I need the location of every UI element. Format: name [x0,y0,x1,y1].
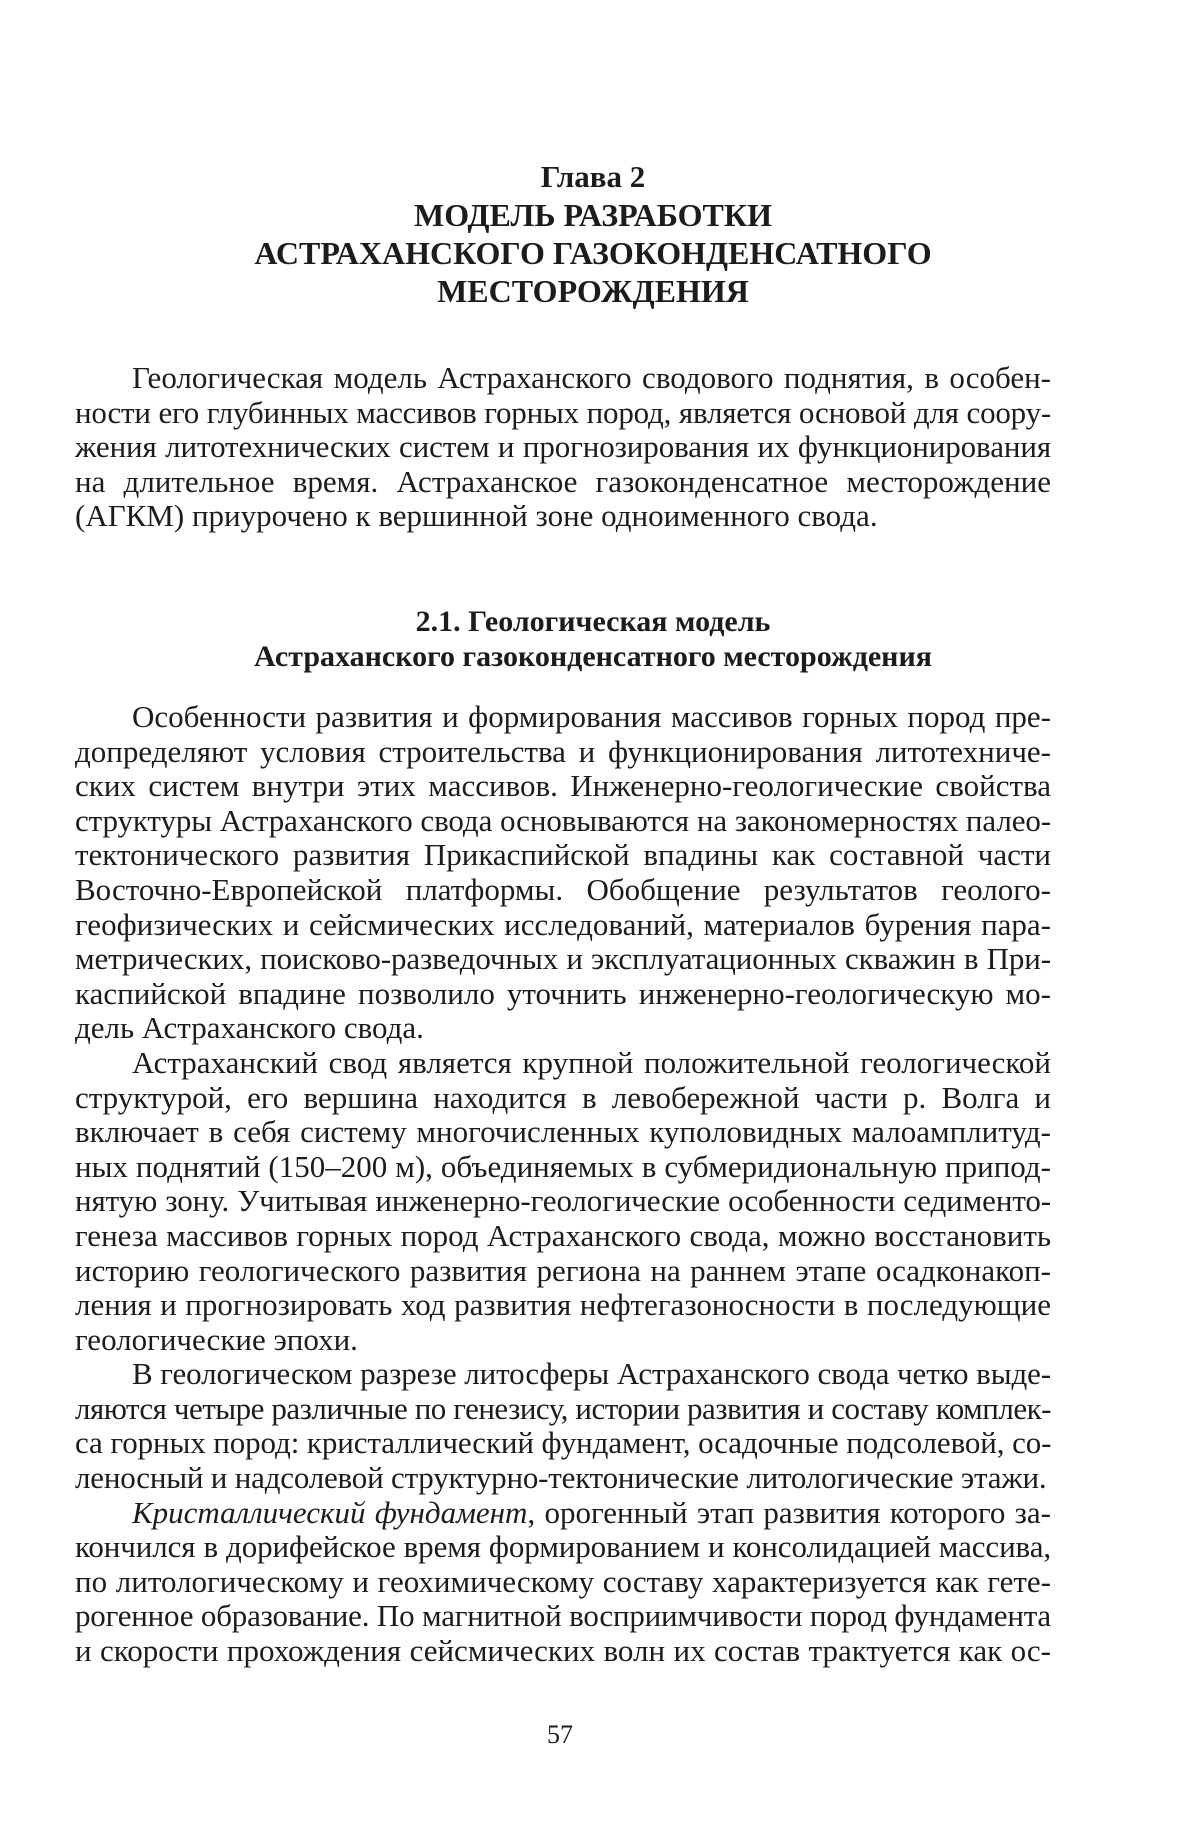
text-line: структуры Астраханского свода основываются на закономерностях палео- [75,802,1051,838]
text-line: леносный и надсолевой структурно-тектонические литологические этажи. [75,1460,1047,1496]
text-line: Астраханский свод является крупной положительной геологической [132,1044,1051,1080]
text-line: Восточно-Европейской платформы. Обобщение результатов геолого- [75,871,1051,907]
text-line: Особенности развития и формирования массивов горных пород пре- [132,699,1051,734]
body-text [75,700,1051,1669]
chapter-number: Глава 2 [540,159,646,194]
text-line: ности его глубинных массивов горных пород, является основой для соору- [75,394,1051,430]
text-line: и скорости прохождения сейсмических волн их состав трактуется как ос- [75,1633,1051,1669]
paragraph [75,1046,1051,1357]
paragraph [75,1357,1051,1495]
text-line: каспийской впадине позволило уточнить инженерно-геологическую мо- [75,975,1051,1011]
text-line: (АГКМ) приурочено к вершинной зоне одноименного свода. [75,498,878,534]
section-heading-line: 2.1. Геологическая модель [415,605,771,638]
text-line [75,1496,1051,1531]
text-line: геофизических и сейсмических исследований, материалов бурения пара- [75,906,1051,942]
text-line: дель Астраханского свода. [75,1010,424,1046]
text-line: историю геологического развития региона на раннем этапе осадконакоп- [75,1252,1051,1288]
text-line: структурой, его вершина находится в левобережной части р. Волга и [75,1079,1051,1115]
text-line: генеза массивов горных пород Астраханского свода, можно восстановить [75,1217,1051,1253]
section-heading [0,604,1186,674]
text-line: ляются четыре различные по генезису, истории развития и составу комплек- [75,1390,1051,1426]
text-line: В геологическом разрезе литосферы Астраханского свода четко выде- [132,1356,1051,1392]
text-line: Геологическая модель Астраханского сводового поднятия, в особен- [132,360,1051,395]
text-line: метрических, поисково-разведочных и эксплуатационных скважин в При- [75,941,1051,977]
text-line: на длительное время. Астраханское газоконденсатное месторождение [75,463,1051,499]
text-line: ления и прогнозировать ход развития нефтегазоносности в последующие [75,1287,1051,1323]
italic-term: Кристаллический фундамент [132,1494,528,1530]
section-heading-line: Астраханского газоконденсатного месторождения [253,640,932,673]
chapter-title-line: АСТРАХАНСКОГО ГАЗОКОНДЕНСАТНОГО [254,235,932,271]
text-line: по литологическому и геохимическому составу характеризуется как гете- [75,1563,1051,1599]
chapter-title [0,158,1186,310]
text-line: рогенное образование. По магнитной восприимчивости пород фундамента [75,1598,1051,1634]
text-line: включает в себя систему многочисленных куполовидных малоамплитуд- [75,1114,1051,1150]
text-line: жения литотехнических систем и прогнозирования их функционирования [75,429,1051,465]
paragraph [75,700,1051,1046]
paragraph [75,1496,1051,1669]
text-line: геологические эпохи. [75,1321,358,1357]
text-fragment: , орогенный этап развития которого за- [527,1494,1052,1530]
chapter-title-line: МЕСТОРОЖДЕНИЯ [437,273,749,309]
text-line: нятую зону. Учитывая инженерно-геологические особенности седименто- [75,1183,1051,1219]
intro-paragraph [75,361,1051,534]
page-number: 57 [547,1720,573,1749]
text-line: са горных пород: кристаллический фундамент, осадочные подсолевой, со- [75,1425,1052,1461]
text-line: ных поднятий (150–200 м), объединяемых в субмеридиональную припод- [75,1148,1051,1184]
text-line: кончился в дорифейское время формированием и консолидацией массива, [75,1529,1051,1565]
text-line: ских систем внутри этих массивов. Инженерно-геологические свойства [75,768,1051,804]
text-line: тектонического развития Прикаспийской впадины как составной части [75,837,1051,873]
text-line: допределяют условия строительства и функционирования литотехниче- [75,733,1051,769]
chapter-title-line: МОДЕЛЬ РАЗРАБОТКИ [414,197,772,233]
